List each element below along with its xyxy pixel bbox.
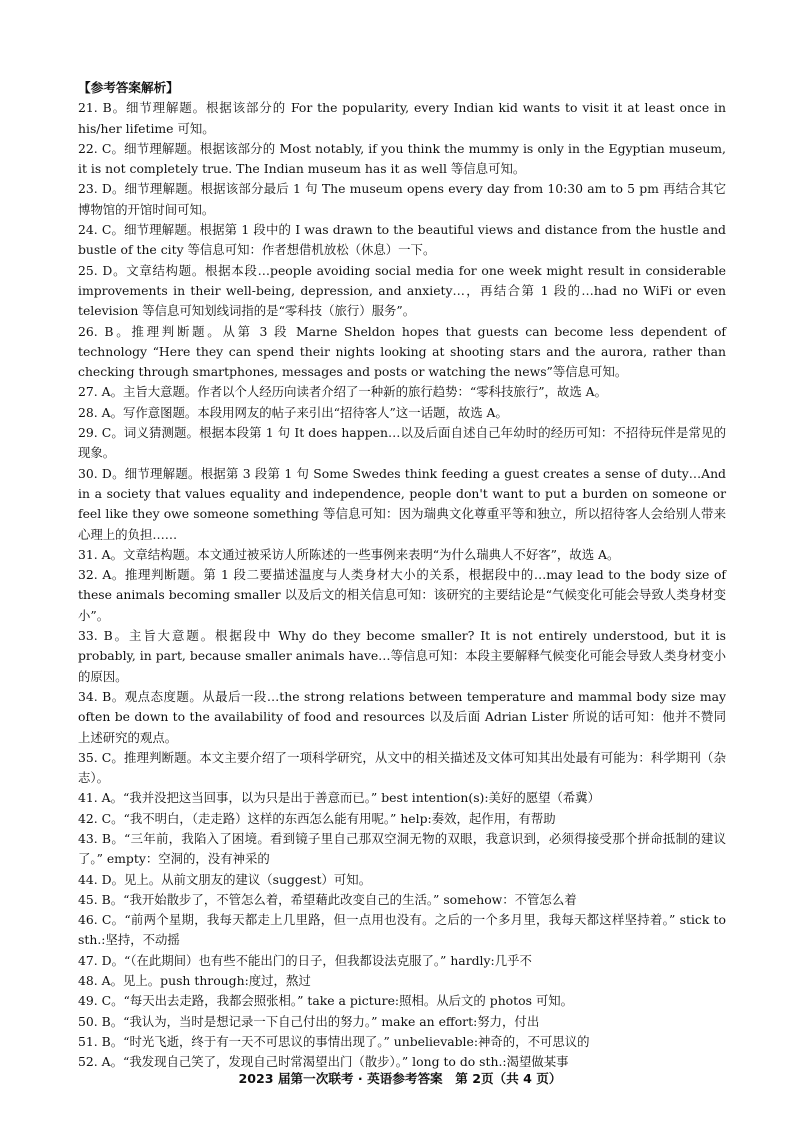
page-footer: 2023 届第一次联考 · 英语参考答案 第 2页（共 4 页） — [238, 1071, 562, 1086]
answer-analysis-content — [78, 78, 726, 1073]
answer-item-48: 48. A。见上。push through:度过，熬过 — [78, 973, 311, 989]
answer-item-22: 22. C。细节理解题。根据该部分的 Most notably, if you think the mummy is only in the Egyptian museum, it is not completely true. The Indian museum has it as well 等信息可知。 — [78, 140, 726, 177]
answer-item-44: 44. D。见上。从前文朋友的建议（suggest）可知。 — [78, 871, 372, 887]
answer-item-28: 28. A。写作意图题。本段用网友的帖子来引出“招待客人”这一话题，故选 A。 — [78, 404, 508, 420]
answer-item-49: 49. C。“每天出去走路，我都会照张相。” take a picture:照相。从后文的 photos 可知。 — [78, 993, 574, 1009]
answer-item-50: 50. B。“我认为，当时是想记录一下自己付出的努力。” make an effort:努力，付出 — [78, 1013, 540, 1029]
answer-item-35: 35. C。推理判断题。本文主要介绍了一项科学研究，从文中的相关描述及文体可知其出处最有可能为：科学期刊（杂志）。 — [78, 749, 726, 786]
answer-item-45: 45. B。“我开始散步了，不管怎么着，希望藉此改变自己的生活。” somehow：不管怎么着 — [78, 891, 577, 907]
section-heading: 【参考答案解析】 — [78, 80, 179, 95]
answer-item-43: 43. B。“三年前，我陷入了困境。看到镜子里自己那双空洞无物的双眼，我意识到，必须得接受那个拼命抵制的建议了。” empty：空洞的，没有神采的 — [78, 830, 726, 867]
answer-item-46: 46. C。“前两个星期，我每天都走上几里路，但一点用也没有。之后的一个多月里，我每天都这样坚持着。” stick to sth.:坚持，不动摇 — [78, 912, 726, 948]
answer-item-24: 24. C。细节理解题。根据第 1 段中的 I was drawn to the beautiful views and distance from the hustle and bustle of the city 等信息可知：作者想借机放松（休息）一下。 — [78, 222, 726, 258]
answer-item-29: 29. C。词义猜测题。根据本段第 1 句 It does happen…以及后面自述自己年幼时的经历可知：不招待玩伴是常见的现象。 — [78, 425, 726, 461]
answer-item-31: 31. A。文章结构题。本文通过被采访人所陈述的一些事例来表明“为什么瑞典人不好客”，故选 A。 — [78, 546, 620, 562]
answer-item-25: 25. D。文章结构题。根据本段…people avoiding social media for one week might result in considerable improvements in their well-being, depression, and anxiety…，再结合第 1 段的…had no WiFi or even television 等信息可知划线词指的是“零科技（旅行）服务”。 — [78, 262, 726, 319]
answer-item-21: 21. B。细节理解题。根据该部分的 For the popularity, every Indian kid wants to visit it at least once in his/her lifetime 可知。 — [78, 100, 726, 136]
answer-item-52: 52. A。“我发现自己笑了，发现自己时常渴望出门（散步）。” long to do sth.:渴望做某事 — [78, 1054, 569, 1070]
answer-item-51: 51. B。“时光飞逝，终于有一天不可思议的事情出现了。” unbelievable:神奇的，不可思议的 — [78, 1033, 590, 1049]
answer-item-42: 42. C。“我不明白，（走走路）这样的东西怎么能有用呢。” help:奏效，起作用，有帮助 — [78, 810, 556, 826]
answer-item-27: 27. A。主旨大意题。作者以个人经历向读者介绍了一种新的旅行趋势：“零科技旅行”，故选 A。 — [78, 384, 607, 400]
answer-item-30: 30. D。细节理解题。根据第 3 段第 1 句 Some Swedes think feeding a guest creates a sense of duty…And in a society that values equality and independence, people don't want to put a burden on someone or feel like they owe someone something 等信息可知：因为瑞典文化尊重平等和独立，所以招待客人会给别人带来心理上的负担…… — [78, 465, 726, 542]
answer-item-26: 26. B。推理判断题。从第 3 段 Marne Sheldon hopes that guests can become less dependent of technology “Here they can spend their nights looking at shooting stars and the aurora, rather than checking through smartphones, messages and posts or watching the news”等信息可知。 — [78, 323, 726, 380]
answer-item-34: 34. B。观点态度题。从最后一段…the strong relations between temperature and mammal body size may often be down to the availability of food and resources 以及后面 Adrian Lister 所说的话可知：他并不赞同上述研究的观点。 — [78, 688, 726, 745]
answer-item-33: 33. B。主旨大意题。根据段中 Why do they become smaller? It is not entirely understood, but it is probably, in part, because smaller animals have…等信息可知：本段主要解释气候变化可能会导致人类身材变小的原因。 — [78, 628, 726, 684]
answer-item-32: 32. A。推理判断题。第 1 段二要描述温度与人类身材大小的关系，根据段中的…may lead to the body size of these animals becoming smaller 以及后文的相关信息可知：该研究的主要结论是“气候变化可能会导致人类身材变小”。 — [78, 567, 726, 623]
answer-item-23: 23. D。细节理解题。根据该部分最后 1 句 The museum opens every day from 10:30 am to 5 pm 再结合其它博物馆的开馆时间可知。 — [78, 181, 726, 217]
answer-item-47: 47. D。“（在此期间）也有些不能出门的日子，但我都设法克服了。” hardly:几乎不 — [78, 952, 532, 968]
answer-item-41: 41. A。“我并没把这当回事，以为只是出于善意而已。” best intention(s):美好的愿望（希冀） — [78, 790, 601, 806]
